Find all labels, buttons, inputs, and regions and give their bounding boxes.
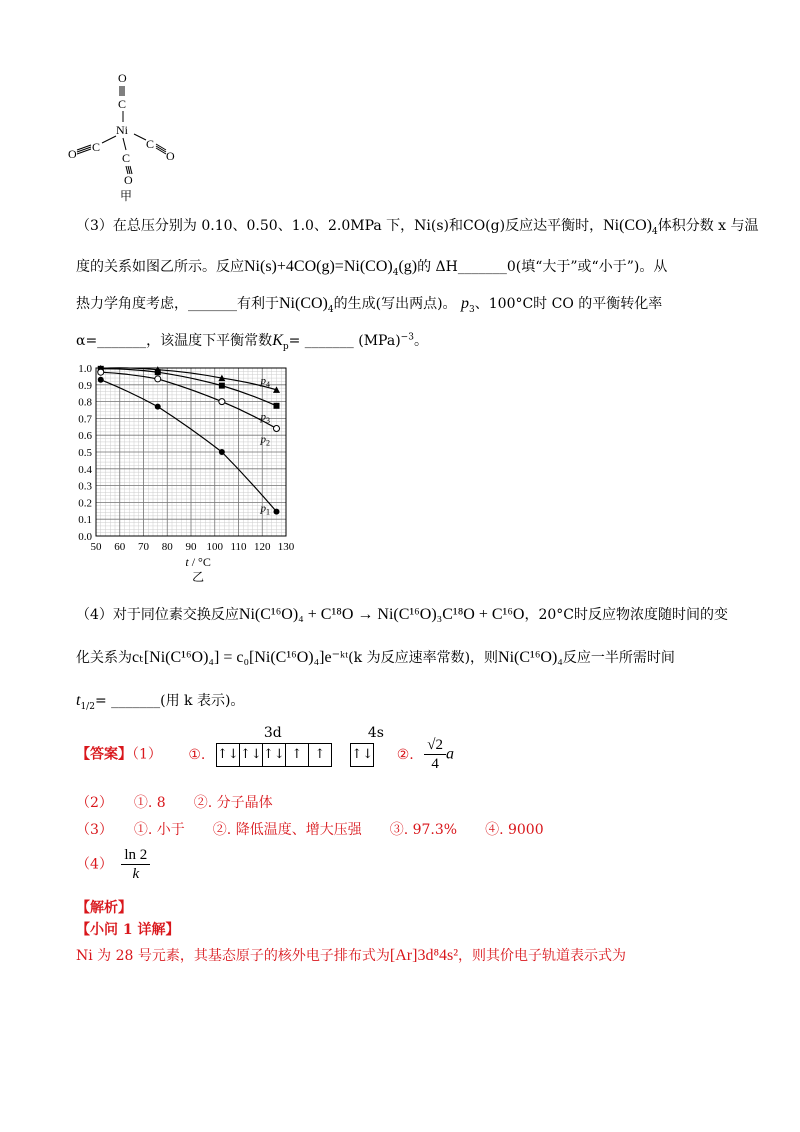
series-p1-point [219,449,225,455]
y-tick-label: 0.9 [78,379,92,392]
y-tick-label: 0.5 [78,447,92,459]
orbital-4s-box [350,743,374,767]
x-tick-label: 120 [254,541,271,553]
x-axis-label: t / °C [185,555,211,569]
series-p1-point [274,509,280,515]
x-tick-label: 110 [230,541,247,553]
answer-q1: 【答案】（1） ①. 3d 4s ↑↓ ↑↓ ↑↓ ↑ ↑ ↑↓ ②. $\frac{√2}{4}$ a [76,724,454,772]
q3-line-2: 度的关系如图乙所示。反应$Ni(s)+4CO(g)=Ni(CO)_4(g)$的 ΔH_______0(填“大于”或“小于”)。从 [76,258,668,278]
answer-q2: （2） ①. 8 ②. 分子晶体 [76,795,273,811]
analysis-sub-label: 【小问 1 详解】 [76,922,180,938]
series-p3-label: $p_3$ [260,410,270,425]
analysis-text: Ni 为 28 号元素，其基态原子的核外电子排布式为[Ar]3d⁸4s²，则其价电子轨道表示式为 [76,947,627,964]
series-p3-point [274,403,280,409]
orbital-4s-1: ↑↓ [351,746,374,762]
orbital-3d-box [216,743,332,767]
series-p4-label: $p_4$ [260,374,270,389]
orbital-diagram: 3d 4s ↑↓ ↑↓ ↑↓ ↑ ↑ ↑↓ [216,743,374,767]
series-p2-label: $p_2$ [260,433,270,448]
structure-caption: 甲 [120,189,133,203]
y-tick-label: 0.8 [78,396,92,409]
y-tick-label: 0.2 [78,497,92,510]
orbital-3d-1: ↑↓ [216,746,239,762]
y-tick-label: 0.0 [78,531,92,543]
atom-o-left: O [68,147,77,161]
answer-q4-fraction: $\frac{\ln 2}{k}$ [121,846,150,883]
x-tick-label: 90 [185,541,197,553]
series-p1-label: $p_1$ [260,502,270,517]
answer-q4: （4） $\frac{\ln 2}{k}$ [76,846,150,883]
y-tick-label: 1.0 [78,363,92,375]
atom-c-top: C [118,97,127,111]
series-p2-point [98,369,104,375]
orbital-3d-3: ↑↓ [262,744,285,766]
q4-line-1: （4）对于同位素交换反应Ni(C¹⁶O)₄ + C¹⁸O → Ni(C¹⁶O)₃C¹⁸O + C¹⁶O，20°C时反应物浓度随时间的变 [76,606,728,623]
q3-line-3: 热力学角度考虑，_______有利于$Ni(CO)_4$的生成(写出两点)。 $p_3$、100°C时 CO 的平衡转化率 [76,295,663,315]
analysis-label: 【解析】 [76,900,132,916]
series-p1-point [98,377,104,383]
x-tick-label: 100 [206,541,223,553]
series-p2-point [274,425,280,431]
equilibrium-chart [66,358,306,590]
series-p2-line [101,372,277,428]
series-p2-point [155,376,161,382]
answer-q3: （3） ①. 小于 ②. 降低温度、增大压强 ③. 97.3% ④. 9000 [76,822,544,838]
q4-line-3: $t_{1/2}=$ _______(用 k 表示)。 [76,692,245,712]
x-tick-label: 70 [138,541,149,553]
orbital-3d-4: ↑ [285,744,308,766]
series-p3-point [155,369,161,375]
atom-o-top: O [118,71,127,85]
q4-line-2: 化关系为cₜ[Ni(C¹⁶O)₄] = c₀[Ni(C¹⁶O)₄]e⁻ᵏᵗ(k 为反应速率常数)，则Ni(C¹⁶O)₄反应一半所需时间 [76,649,675,666]
atom-o-right: O [166,149,175,163]
atom-c-bottom: C [122,151,131,165]
series-p1-line [101,380,277,512]
y-tick-label: 0.3 [78,480,92,493]
chart-caption: 乙 [192,570,205,584]
answer-q1-fraction: $\frac{√2}{4}$ [424,736,446,773]
series-p1-point [155,404,161,410]
y-tick-label: 0.1 [78,514,92,527]
y-tick-label: 0.7 [78,413,92,426]
series-p3-point [219,383,225,389]
nickel-carbonyl-structure [66,66,196,206]
x-tick-label: 130 [277,541,295,553]
y-tick-label: 0.4 [78,463,92,476]
x-tick-label: 80 [161,541,173,553]
atom-ni: Ni [116,123,128,137]
q3-line-1: （3）在总压分别为 0.10、0.50、1.0、2.0MPa 下，Ni(s)和CO(g)反应达平衡时，$Ni(CO)_4$体积分数 x 与温 [76,217,759,237]
q3-line-4: α=_______，该温度下平衡常数$K_p=$ _______ (MPa)$^{-3}$。 [76,332,428,352]
atom-o-bottom: O [124,173,133,187]
x-tick-label: 60 [114,541,126,553]
atom-c-right: C [146,137,155,151]
orbital-3d-5: ↑ [308,744,331,766]
atom-c-left: C [92,140,101,154]
y-tick-label: 0.6 [78,430,92,443]
orbital-3d-2: ↑↓ [239,744,262,766]
x-tick-label: 50 [90,541,102,553]
series-p2-point [219,399,225,405]
